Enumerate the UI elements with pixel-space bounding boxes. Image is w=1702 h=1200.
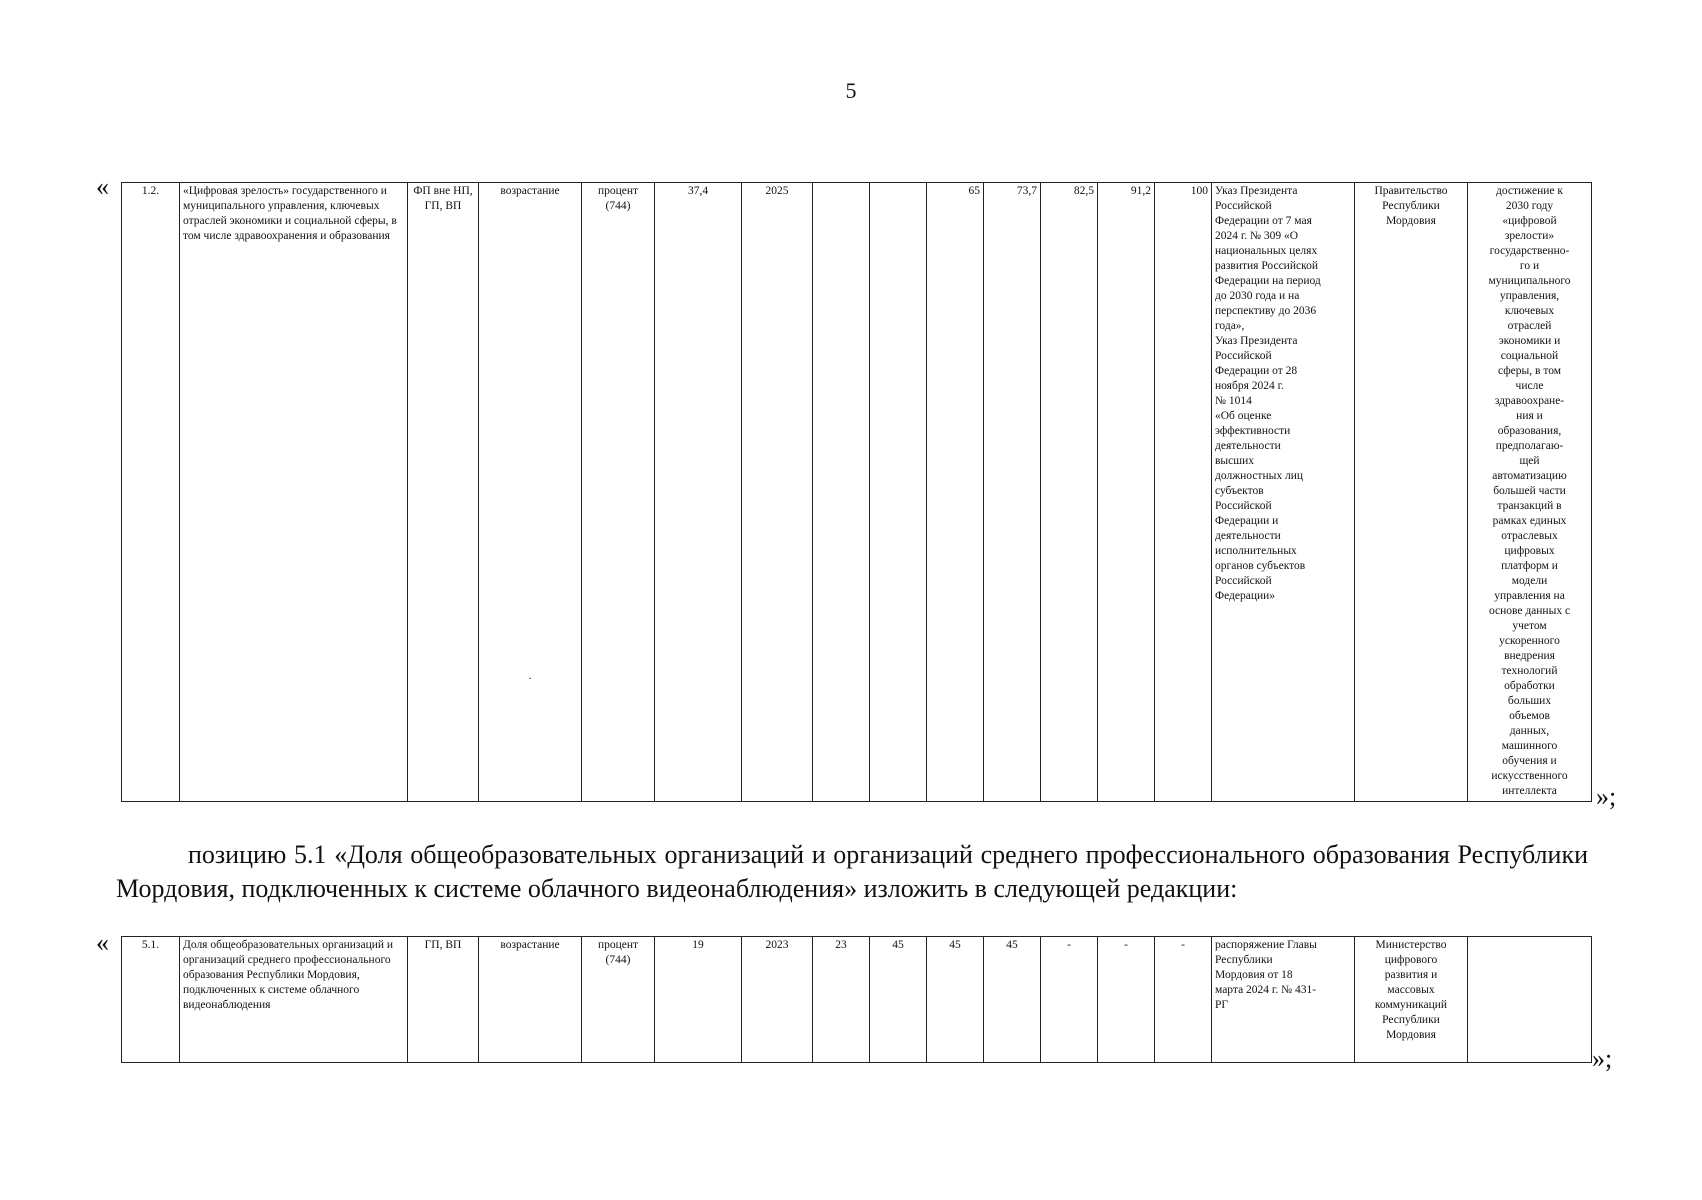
indicator-table-1	[121, 182, 1592, 802]
base-year: 2023	[742, 937, 813, 1063]
value-cell: 91,2	[1098, 183, 1155, 802]
value-cell: 100	[1155, 183, 1212, 802]
value-cell	[813, 183, 870, 802]
opening-quote-2: «	[96, 928, 109, 957]
value-cell: 45	[927, 937, 984, 1063]
unit: процент (744)	[582, 937, 655, 1063]
indicator-name: «Цифровая зрелость» государственного и муниципального управления, ключевых отраслей экономики и социальной сферы, в том числе здравоохранения и образования	[180, 183, 408, 802]
closing-quote-1: »;	[1596, 782, 1617, 811]
page-number: 5	[845, 78, 857, 103]
trend-label: возрастание	[500, 185, 560, 197]
indicator-table-2	[121, 936, 1592, 1063]
responsible-body: Правительство Республики Мордовия	[1355, 183, 1468, 802]
value-cell: 23	[813, 937, 870, 1063]
value-cell: 45	[984, 937, 1041, 1063]
base-value: 37,4	[655, 183, 742, 802]
row-number: 5.1.	[122, 937, 180, 1063]
value-cell: 82,5	[1041, 183, 1098, 802]
closing-quote-2: »;	[1592, 1044, 1613, 1073]
indicator-goal: достижение к 2030 году «цифровой зрелости» государственно- го и муниципального управления, ключевых отраслей экономики и социальной сферы, в том числе здравоохране- ния и образования, предполагаю- щей автоматизацию большей части транзакций в рамках единых отраслевых цифровых платформ и модели управления на основе данных с учетом ускоренного внедрения технологий обработки больших объемов данных, машинного обучения и искусственного интеллекта	[1468, 183, 1592, 802]
value-cell: -	[1041, 937, 1098, 1063]
amendment-paragraph: позицию 5.1 «Доля общеобразовательных организаций и организаций среднего профессионального образования Республики Мордовия, подключенных к системе облачного видеонаблюдения» изложить в следующей редакции:	[116, 840, 1588, 903]
value-cell: 45	[870, 937, 927, 1063]
table-row	[122, 937, 1592, 1063]
indicator-goal	[1468, 937, 1592, 1063]
value-cell	[870, 183, 927, 802]
value-cell: -	[1155, 937, 1212, 1063]
trend-cell	[479, 183, 582, 802]
stray-mark: .	[528, 670, 532, 682]
responsible-body: Министерство цифрового развития и массовых коммуникаций Республики Мордовия	[1355, 937, 1468, 1063]
value-cell: -	[1098, 937, 1155, 1063]
indicator-level: ФП вне НП, ГП, ВП	[408, 183, 479, 802]
table-row	[122, 183, 1592, 802]
indicator-name: Доля общеобразовательных организаций и организаций среднего профессионального образования Республики Мордовия, подключенных к системе облачного видеонаблюдения	[180, 937, 408, 1063]
indicator-level: ГП, ВП	[408, 937, 479, 1063]
legal-document: распоряжение Главы Республики Мордовия от 18 марта 2024 г. № 431- РГ	[1212, 937, 1355, 1063]
trend-label: возрастание	[479, 937, 582, 1063]
row-number: 1.2.	[122, 183, 180, 802]
unit: процент (744)	[582, 183, 655, 802]
opening-quote-1: «	[96, 172, 109, 201]
base-value: 19	[655, 937, 742, 1063]
base-year: 2025	[742, 183, 813, 802]
value-cell: 73,7	[984, 183, 1041, 802]
value-cell: 65	[927, 183, 984, 802]
legal-document: Указ Президента Российской Федерации от 7 мая 2024 г. № 309 «О национальных целях развития Российской Федерации на период до 2030 года и на перспективу до 2036 года», Указ Президента Российской Федерации от 28 ноября 2024 г. № 1014 «Об оценке эффективности деятельности высших должностных лиц субъектов Российской Федерации и деятельности исполнительных органов субъектов Российской Федерации»	[1212, 183, 1355, 802]
